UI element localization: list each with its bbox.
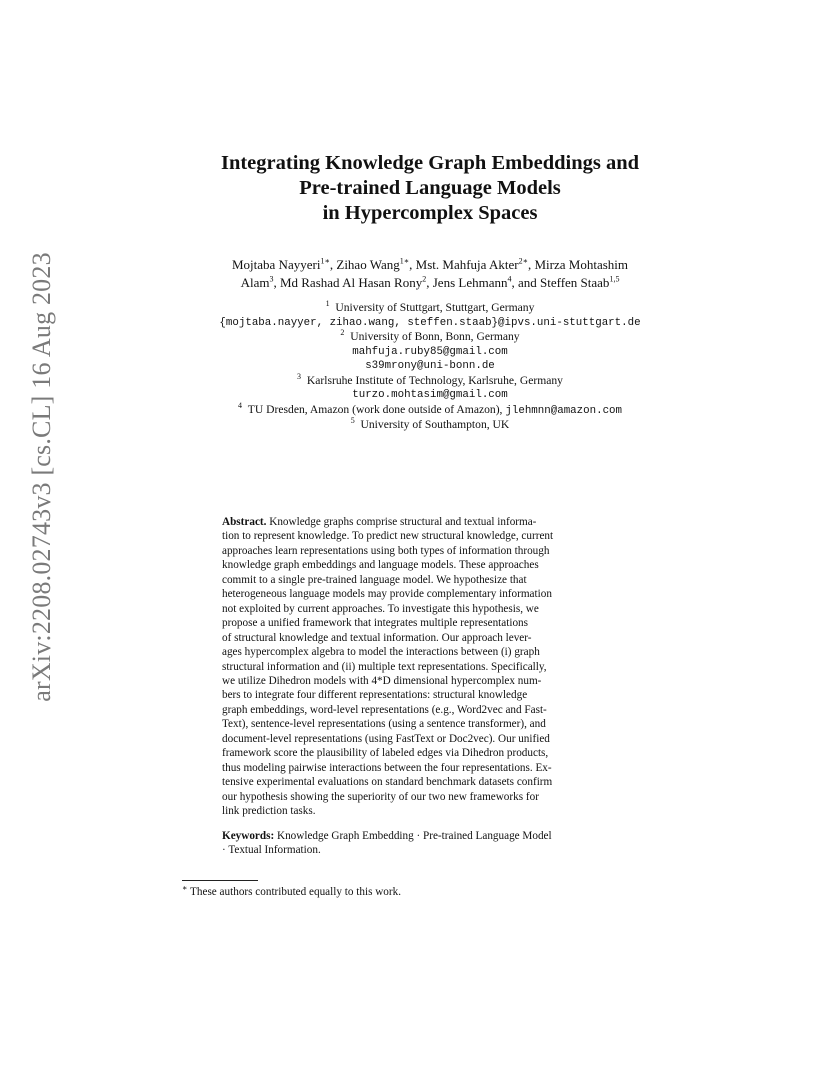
title-line: Pre-trained Language Models bbox=[299, 177, 561, 199]
abstract-line: document-level representations (using FastText or Doc2vec). Our unified bbox=[222, 732, 550, 745]
affiliation bbox=[150, 371, 710, 389]
abstract-line: Text), sentence-level representations (using a sentence transformer), and bbox=[222, 718, 546, 731]
affiliation-number: 4 bbox=[237, 400, 242, 410]
abstract-line: framework score the plausibility of labeled edges via Dihedron products, bbox=[222, 747, 549, 760]
affiliation-number: 1 bbox=[325, 299, 330, 309]
email: jlehmnn@amazon.com bbox=[505, 404, 623, 417]
footnote-text: These authors contributed equally to this work. bbox=[190, 886, 402, 898]
author-mark: 2∗ bbox=[518, 256, 528, 266]
abstract-line: ages hypercomplex algebra to model the interactions between (i) graph bbox=[222, 646, 540, 659]
abstract-label: Abstract. bbox=[222, 516, 267, 528]
footnote-rule bbox=[182, 880, 258, 881]
author-name: Mojtaba Nayyeri bbox=[231, 257, 321, 272]
affiliation-list bbox=[150, 301, 710, 433]
author-name: , and Steffen Staab bbox=[511, 275, 610, 290]
email: s39mrony@uni-bonn.de bbox=[365, 360, 495, 372]
abstract-line: link prediction tasks. bbox=[222, 805, 316, 818]
author-mark: 4 bbox=[507, 274, 512, 284]
author-name: , Md Rashad Al Hasan Rony bbox=[273, 275, 423, 290]
affiliation-text: University of Stuttgart, Stuttgart, Germany bbox=[335, 301, 535, 314]
keywords-line: · Textual Information. bbox=[222, 844, 321, 857]
author-line bbox=[150, 256, 710, 274]
affiliation-text: TU Dresden, Amazon (work done outside of Amazon), bbox=[247, 402, 503, 416]
abstract-line: bers to integrate four different representations: structural knowledge bbox=[222, 689, 528, 702]
author-line bbox=[150, 274, 710, 292]
abstract-line: tion to represent knowledge. To predict new structural knowledge, current bbox=[222, 530, 554, 543]
author-mark: 3 bbox=[269, 274, 274, 284]
affiliation bbox=[150, 418, 710, 433]
affiliation-number: 2 bbox=[340, 328, 345, 338]
author-mark: 1,5 bbox=[609, 274, 620, 284]
paper-title bbox=[160, 151, 700, 226]
affiliation bbox=[150, 400, 710, 419]
abstract-text: Knowledge graphs comprise structural and textual informa- bbox=[269, 516, 537, 528]
abstract-line: commit to a single pre-trained language model. We hypothesize that bbox=[222, 573, 527, 586]
title-line: Integrating Knowledge Graph Embeddings and bbox=[220, 152, 640, 174]
email: turzo.mohtasim@gmail.com bbox=[352, 389, 508, 401]
abstract-line: of structural knowledge and textual information. Our approach lever- bbox=[222, 631, 532, 644]
title-line: in Hypercomplex Spaces bbox=[322, 202, 538, 224]
author-mark: 1∗ bbox=[320, 256, 330, 266]
keywords bbox=[222, 829, 615, 858]
abstract-line: structural information and (ii) multiple text representations. Specifically, bbox=[222, 660, 547, 673]
affiliation-text: University of Bonn, Bonn, Germany bbox=[350, 330, 520, 343]
abstract-line bbox=[222, 515, 615, 529]
author-mark: 1∗ bbox=[399, 256, 410, 266]
abstract-line: heterogeneous language models may provide complementary information bbox=[222, 588, 552, 601]
email: {mojtaba.nayyer, zihao.wang, steffen.staab}@ipvs.uni-stuttgart.de bbox=[219, 316, 641, 329]
keywords-text: Knowledge Graph Embedding · Pre-trained Language Model bbox=[277, 830, 552, 842]
abstract-line: we utilize Dihedron models with 4*D dimensional hypercomplex num- bbox=[222, 674, 542, 687]
footnote-mark: ∗ bbox=[182, 883, 188, 893]
author-name: , Zihao Wang bbox=[329, 257, 400, 272]
author-name: , Mirza Mohtashim bbox=[528, 257, 629, 272]
footnote bbox=[182, 885, 401, 899]
abstract-line: approaches learn representations using both types of information through bbox=[222, 544, 550, 557]
author-list bbox=[150, 256, 710, 292]
abstract-line: graph embeddings, word-level representations (e.g., Word2vec and Fast- bbox=[222, 703, 547, 716]
keywords-label: Keywords: bbox=[222, 830, 275, 842]
abstract-line: thus modeling pairwise interactions between the four representations. Ex- bbox=[222, 761, 552, 774]
abstract-line: knowledge graph embeddings and language models. These approaches bbox=[222, 559, 539, 572]
affiliation-number: 3 bbox=[297, 371, 302, 381]
author-name: , Mst. Mahfuja Akter bbox=[409, 257, 519, 272]
affiliation-text: University of Southampton, UK bbox=[360, 418, 510, 431]
keywords-line bbox=[222, 829, 615, 843]
affiliation bbox=[150, 301, 710, 316]
abstract-line: propose a unified framework that integrates multiple representations bbox=[222, 617, 529, 630]
author-name: , Jens Lehmann bbox=[426, 275, 508, 290]
affiliation-text: Karlsruhe Institute of Technology, Karlsruhe, Germany bbox=[306, 373, 563, 387]
author-mark: 2 bbox=[422, 274, 427, 284]
abstract-line: tensive experimental evaluations on standard benchmark datasets confirm bbox=[222, 776, 553, 789]
author-name: Alam bbox=[240, 275, 270, 290]
affiliation-number: 5 bbox=[350, 416, 355, 426]
email: mahfuja.ruby85@gmail.com bbox=[352, 345, 508, 358]
abstract-line: not exploited by current approaches. To investigate this hypothesis, we bbox=[222, 602, 539, 615]
arxiv-identifier-stamp: arXiv:2208.02743v3 [cs.CL] 16 Aug 2023 bbox=[27, 252, 56, 702]
abstract bbox=[222, 515, 615, 819]
affiliation bbox=[150, 330, 710, 345]
abstract-line: our hypothesis showing the superiority of our two new frameworks for bbox=[222, 790, 539, 803]
